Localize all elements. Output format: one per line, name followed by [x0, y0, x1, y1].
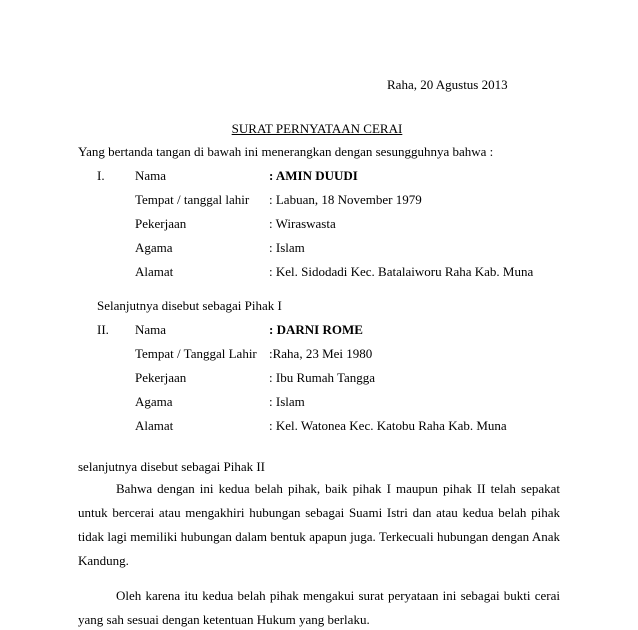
paragraph1-line: tidak lagi memiliki hubungan dalam bentuk apapun juga. Terkecuali hubungan dengan Anak: [78, 529, 560, 544]
party1-name-value: : AMIN DUUDI: [269, 168, 358, 183]
paragraph1-line: Kandung.: [78, 553, 129, 568]
party1-job-label: Pekerjaan: [135, 216, 187, 231]
party2-job-value: : Ibu Rumah Tangga: [269, 370, 376, 385]
party2-address-value: : Kel. Watonea Kec. Katobu Raha Kab. Muna: [269, 418, 507, 433]
party2-name-value: : DARNI ROME: [269, 322, 363, 337]
party1-name-label: Nama: [135, 168, 167, 183]
party2-address-label: Alamat: [135, 418, 174, 433]
party2-note: selanjutnya disebut sebagai Pihak II: [78, 459, 266, 474]
party1-job-value: : Wiraswasta: [269, 216, 336, 231]
party2-name-label: Nama: [135, 322, 167, 337]
paragraph2-line: yang sah sesuai dengan ketentuan Hukum yang berlaku.: [78, 612, 370, 627]
party1-religion-value: : Islam: [269, 240, 305, 255]
party2-number: II.: [97, 322, 109, 337]
place-date: Raha, 20 Agustus 2013: [387, 77, 508, 92]
document-title: [0, 121, 638, 137]
intro-text: Yang bertanda tangan di bawah ini menerangkan dengan sesungguhnya bahwa :: [78, 144, 494, 159]
party1-address-value: : Kel. Sidodadi Kec. Batalaiworu Raha Kab. Muna: [269, 264, 534, 279]
party2-religion-label: Agama: [135, 394, 173, 409]
paragraph2-line: Oleh karena itu kedua belah pihak mengakui surat peryataan ini sebagai bukti cerai: [116, 588, 560, 603]
paragraph1-line: Bahwa dengan ini kedua belah pihak, baik pihak I maupun pihak II telah sepakat: [116, 481, 560, 496]
party2-religion-value: : Islam: [269, 394, 305, 409]
party1-number: I.: [97, 168, 105, 183]
party1-note: Selanjutnya disebut sebagai Pihak I: [97, 298, 282, 313]
party1-address-label: Alamat: [135, 264, 174, 279]
party2-birth-value: :Raha, 23 Mei 1980: [269, 346, 373, 361]
party1-religion-label: Agama: [135, 240, 173, 255]
paragraph1-line: untuk bercerai atau mengakhiri hubungan sebagai Suami Istri dan atau kedua belah pihak: [78, 505, 560, 520]
document-title-text: SURAT PERNYATAAN CERAI: [231, 121, 403, 136]
party2-job-label: Pekerjaan: [135, 370, 187, 385]
party2-birth-label: Tempat / Tanggal Lahir: [135, 346, 257, 361]
party1-birth-label: Tempat / tanggal lahir: [135, 192, 250, 207]
party1-birth-value: : Labuan, 18 November 1979: [269, 192, 422, 207]
